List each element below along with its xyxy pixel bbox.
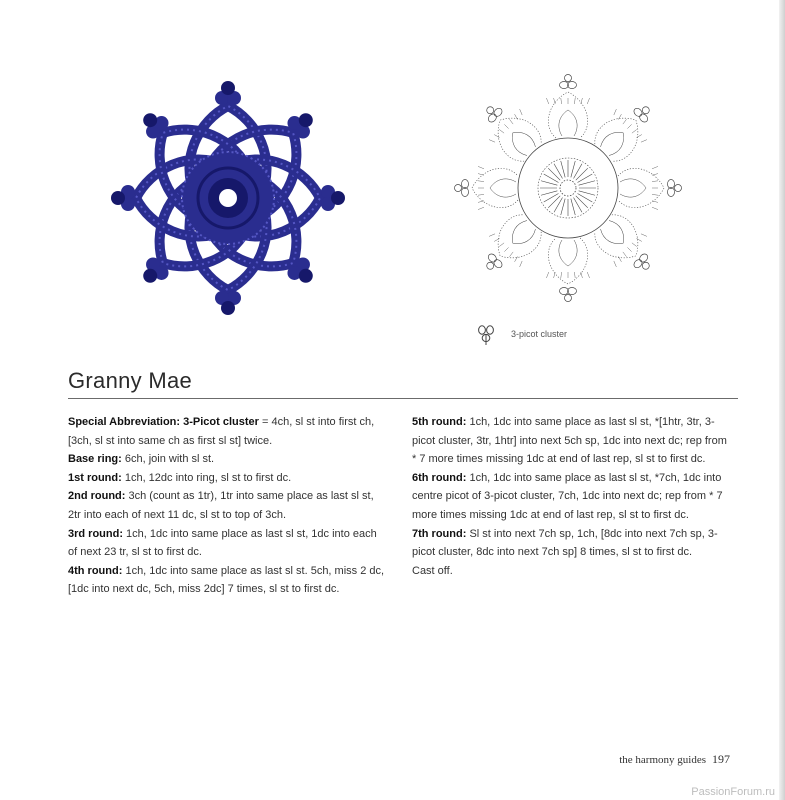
instruction-paragraph bbox=[412, 562, 734, 581]
instruction-text: 6ch, join with sl st. bbox=[121, 453, 215, 466]
crochet-chart bbox=[450, 68, 690, 308]
three-picot-cluster-icon bbox=[473, 322, 499, 346]
pattern-title: Granny Mae bbox=[68, 368, 193, 393]
watermark: PassionForum.ru bbox=[691, 786, 775, 798]
instruction-paragraph bbox=[68, 525, 386, 562]
instruction-paragraph bbox=[412, 413, 734, 469]
instruction-label: 4th round: bbox=[68, 564, 123, 577]
instruction-label: 5th round: bbox=[412, 416, 467, 428]
instruction-label: 3rd round: bbox=[68, 527, 123, 540]
instruction-text: 1ch, 12dc into ring, sl st to first dc. bbox=[121, 471, 292, 484]
instructions-right bbox=[412, 413, 734, 580]
chart-legend bbox=[473, 322, 567, 346]
page-footer bbox=[619, 752, 730, 767]
motif-photo bbox=[100, 68, 370, 323]
instruction-label: Special Abbreviation: 3-Picot cluster bbox=[68, 416, 259, 428]
instruction-text: 3ch (count as 1tr), 1tr into same place as last sl st, 2tr into each of next 11 dc, sl st to top of 3ch. bbox=[68, 490, 374, 521]
instruction-label: 1st round: bbox=[68, 471, 122, 484]
instruction-paragraph bbox=[412, 469, 734, 525]
instruction-label: 2nd round: bbox=[68, 490, 126, 503]
title-rule bbox=[68, 398, 738, 399]
page-number: 197 bbox=[712, 752, 730, 766]
instructions-left bbox=[68, 413, 386, 599]
instruction-paragraph bbox=[68, 469, 386, 488]
instruction-paragraph bbox=[68, 413, 386, 450]
instruction-text: = 4ch, sl st into first ch, [3ch, sl st into same ch as first sl st] twice. bbox=[68, 416, 375, 447]
instruction-text: Sl st into next 7ch sp, 1ch, [8dc into next 7ch sp, 3-picot cluster, 8dc into next 7ch sp] 8 times, sl st to first dc. bbox=[412, 527, 718, 559]
instruction-paragraph bbox=[68, 562, 386, 599]
instruction-text: 1ch, 1dc into same place as last sl st, *[1htr, 3tr, 3-picot cluster, 3tr, 1htr] into next 5ch sp, 1dc into next dc; rep from * 7 more times missing 1dc at end of last rep, sl st to first dc. bbox=[412, 416, 727, 466]
page-edge bbox=[779, 0, 785, 800]
instruction-paragraph bbox=[68, 450, 386, 469]
instruction-label: Base ring: bbox=[68, 453, 122, 466]
instruction-paragraph bbox=[68, 487, 386, 524]
instruction-label: 7th round: bbox=[412, 527, 467, 540]
legend-label: 3-picot cluster bbox=[511, 329, 568, 339]
instruction-text: Cast off. bbox=[412, 564, 453, 577]
instruction-text: 1ch, 1dc into same place as last sl st. 5ch, miss 2 dc, [1dc into next dc, 5ch, miss 2dc] 7 times, sl st to first dc. bbox=[68, 564, 385, 596]
series-title: the harmony guides bbox=[619, 754, 706, 766]
instruction-text: 1ch, 1dc into same place as last sl st, *7ch, 1dc into centre picot of 3-picot cluster, 7ch, 1dc into next dc; rep from * 7 more times missing 1dc at end of last rep, sl st to first dc. bbox=[412, 471, 723, 521]
instruction-label: 6th round: bbox=[412, 471, 467, 484]
instruction-text: 1ch, 1dc into same place as last sl st, 1dc into each of next 23 tr, sl st to first dc. bbox=[68, 527, 377, 559]
instruction-paragraph bbox=[412, 525, 734, 562]
